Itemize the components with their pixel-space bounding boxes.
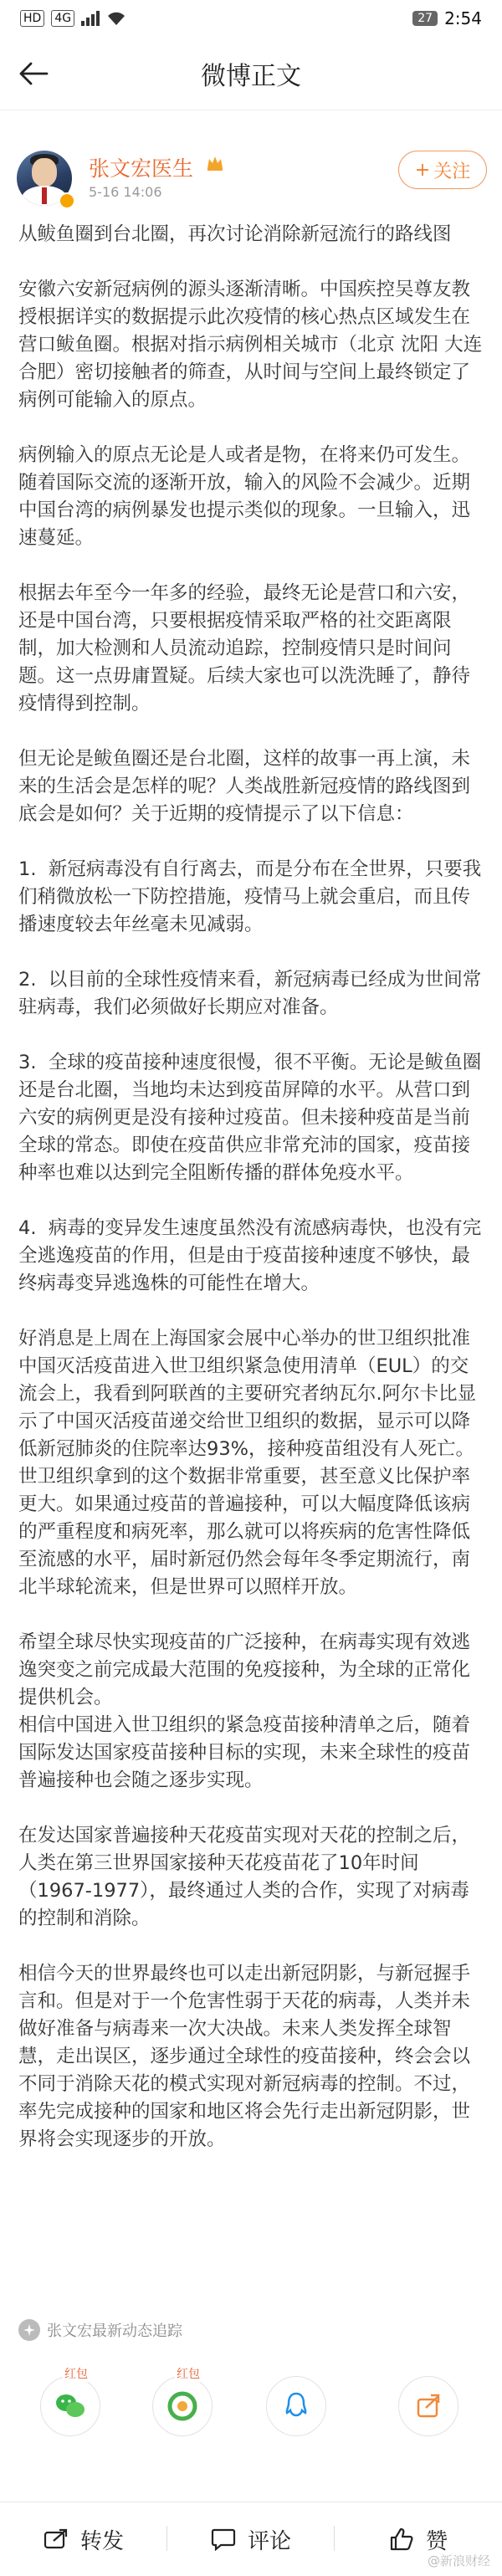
sparkle-icon (18, 2319, 40, 2341)
paragraph: 好消息是上周在上海国家会展中心举办的世卫组织批准中国灭活疫苗进入世卫组织紧急使用清单（EUL）的交流会上，我看到阿联酋的主要研究者纳瓦尔.阿尔卡比显示了中国灭活疫苗递交给世卫组织的数据，显示可以降低新冠肺炎的住院率达93%，接种疫苗组没有人死亡。世卫组织拿到的这个数据非常重要，甚至意义比保护率更大。如果通过疫苗的普遍接种，可以大幅度降低该病的严重程度和病死率，那么就可以将疾病的危害性降低至流感的水平，届时新冠仍然会每年冬季定期流行，南北半球轮流来，但是世界可以照样开放。 (18, 1328, 477, 1598)
action-bar (0, 2502, 502, 2576)
follow-button[interactable] (398, 151, 487, 189)
verified-badge-icon (59, 192, 75, 209)
paragraph: 相信今天的世界最终也可以走出新冠阴影，与新冠握手言和。但是对于一个危害性弱于天花的病毒，人类并未做好准备与病毒来一次大决战。未来人类发挥全球智慧，走出误区，逐步通过全球性的疫苗接种，终会会以不同于消除天花的模式实现对新冠病毒的控制。不过，率先完成接种的国家和地区将会先行走出新冠阴影，世界将会实现逐步的开放。 (18, 1963, 471, 2150)
topic-link[interactable] (18, 2313, 182, 2347)
reaction-row (0, 2368, 502, 2460)
page-title: 微博正文 (201, 61, 301, 91)
battery-level: 27 (412, 11, 438, 26)
post-title: 从鲅鱼圈到台北圈，再次讨论消除新冠流行的路线图 (18, 223, 452, 245)
like-label: 赞 (425, 2528, 448, 2554)
red-packet-label: 红包 (175, 2365, 202, 2382)
status-bar-left (20, 10, 126, 27)
paragraph: 但无论是鲅鱼圈还是台北圈，这样的故事一再上演，未来的生活会是怎样的呢？人类战胜新冠疫情的路线图到底会是如何？关于近期的疫情提示了以下信息： (18, 748, 471, 825)
comment-button[interactable] (167, 2502, 335, 2576)
hd-indicator: HD (20, 10, 44, 27)
arrow-left-icon (18, 61, 49, 86)
paragraph: 根据去年至今一年多的经验，最终无论是营口和六安，还是中国台湾，只要根据疫情采取严格的社交距离限制，加大检测和人员流动追踪，控制疫情只是时间问题。这一点毋庸置疑。后续大家也可以洗洗睡了，静待疫情得到控制。 (18, 582, 471, 714)
status-bar (0, 0, 502, 37)
qq-icon (284, 2392, 309, 2420)
signal-icon (81, 11, 100, 26)
paragraph: 希望全球尽快实现疫苗的广泛接种，在病毒实现有效逃逸突变之前完成最大范围的免疫接种，为全球的正常化提供机会。 (18, 1631, 471, 1708)
wechat-share-button[interactable] (40, 2368, 100, 2436)
repost-label: 转发 (79, 2528, 124, 2554)
comment-icon (211, 2527, 236, 2551)
top-nav (0, 37, 502, 110)
crown-icon (206, 154, 224, 172)
wechat-icon (54, 2393, 86, 2420)
post-time: 5-16 14:06 (89, 184, 162, 200)
paragraph: 3. 全球的疫苗接种速度很慢，很不平衡。无论是鲅鱼圈还是台北圈，当地均未达到疫苗屏障的水平。从营口到六安的病例更是没有接种过疫苗。但未接种疫苗是当前全球的常态。即使在疫苗供应非常充沛的国家，疫苗接种率也难以达到完全阻断传播的群体免疫水平。 (18, 1052, 482, 1184)
clock: 2:54 (444, 8, 482, 28)
moments-share-button[interactable] (152, 2368, 213, 2436)
follow-label: 关注 (433, 161, 471, 182)
moments-icon (167, 2391, 197, 2421)
share-to-button[interactable] (398, 2376, 458, 2436)
wifi-icon (106, 11, 126, 26)
watermark: @新浪财经 (427, 2553, 490, 2568)
back-button[interactable] (13, 54, 54, 94)
share-icon (414, 2392, 443, 2420)
comment-label: 评论 (247, 2528, 291, 2554)
paragraph: 4. 病毒的变异发生速度虽然没有流感病毒快，也没有完全逃逸疫苗的作用，但是由于疫苗接种速度不够快，最终病毒变异逃逸株的可能性在增大。 (18, 1217, 482, 1294)
qq-share-button[interactable] (266, 2376, 326, 2436)
repost-button[interactable] (0, 2502, 167, 2576)
author-name[interactable]: 张文宏医生 (89, 156, 194, 181)
paragraph: 安徽六安新冠病例的源头逐渐清晰。中国疾控吴尊友教授根据详实的数据提示此次疫情的核心热点区域发生在营口鲅鱼圈。根据对指示病例相关城市（北京 沈阳 大连 合肥）密切接触者的筛查，从时间与空间上最终锁定了病例可能输入的原点。 (18, 279, 489, 411)
repost-icon (44, 2528, 69, 2550)
paragraph: 病例输入的原点无论是人或者是物，在将来仍可发生。随着国际交流的逐渐开放，输入的风险不会减少。近期中国台湾的病例暴发也提示类似的现象。一旦输入，迅速蔓延。 (18, 444, 471, 549)
paragraph: 相信中国进入世卫组织的紧急疫苗接种清单之后，随着国际发达国家疫苗接种目标的实现，未来全球性的疫苗普遍接种也会随之逐步实现。 (18, 1714, 471, 1791)
thumbs-up-icon (389, 2527, 414, 2551)
status-bar-right (412, 8, 482, 28)
paragraph: 在发达国家普遍接种天花疫苗实现对天花的控制之后，人类在第三世界国家接种天花疫苗花了10年时间（1967-1977），最终通过人类的合作，实现了对病毒的控制和消除。 (18, 1825, 471, 1929)
paragraph: 1. 新冠病毒没有自行离去，而是分布在全世界，只要我们稍微放松一下防控措施，疫情马上就会重启，而且传播速度较去年丝毫未见减弱。 (18, 858, 482, 935)
network-indicator: 4G (51, 10, 74, 27)
red-packet-label: 红包 (63, 2365, 90, 2382)
post-body (18, 221, 489, 2181)
follow-plus-icon: + (414, 159, 431, 181)
paragraph: 2. 以目前的全球性疫情来看，新冠病毒已经成为世间常驻病毒，我们必须做好长期应对准备。 (18, 969, 482, 1018)
topic-label: 张文宏最新动态追踪 (47, 2322, 182, 2340)
